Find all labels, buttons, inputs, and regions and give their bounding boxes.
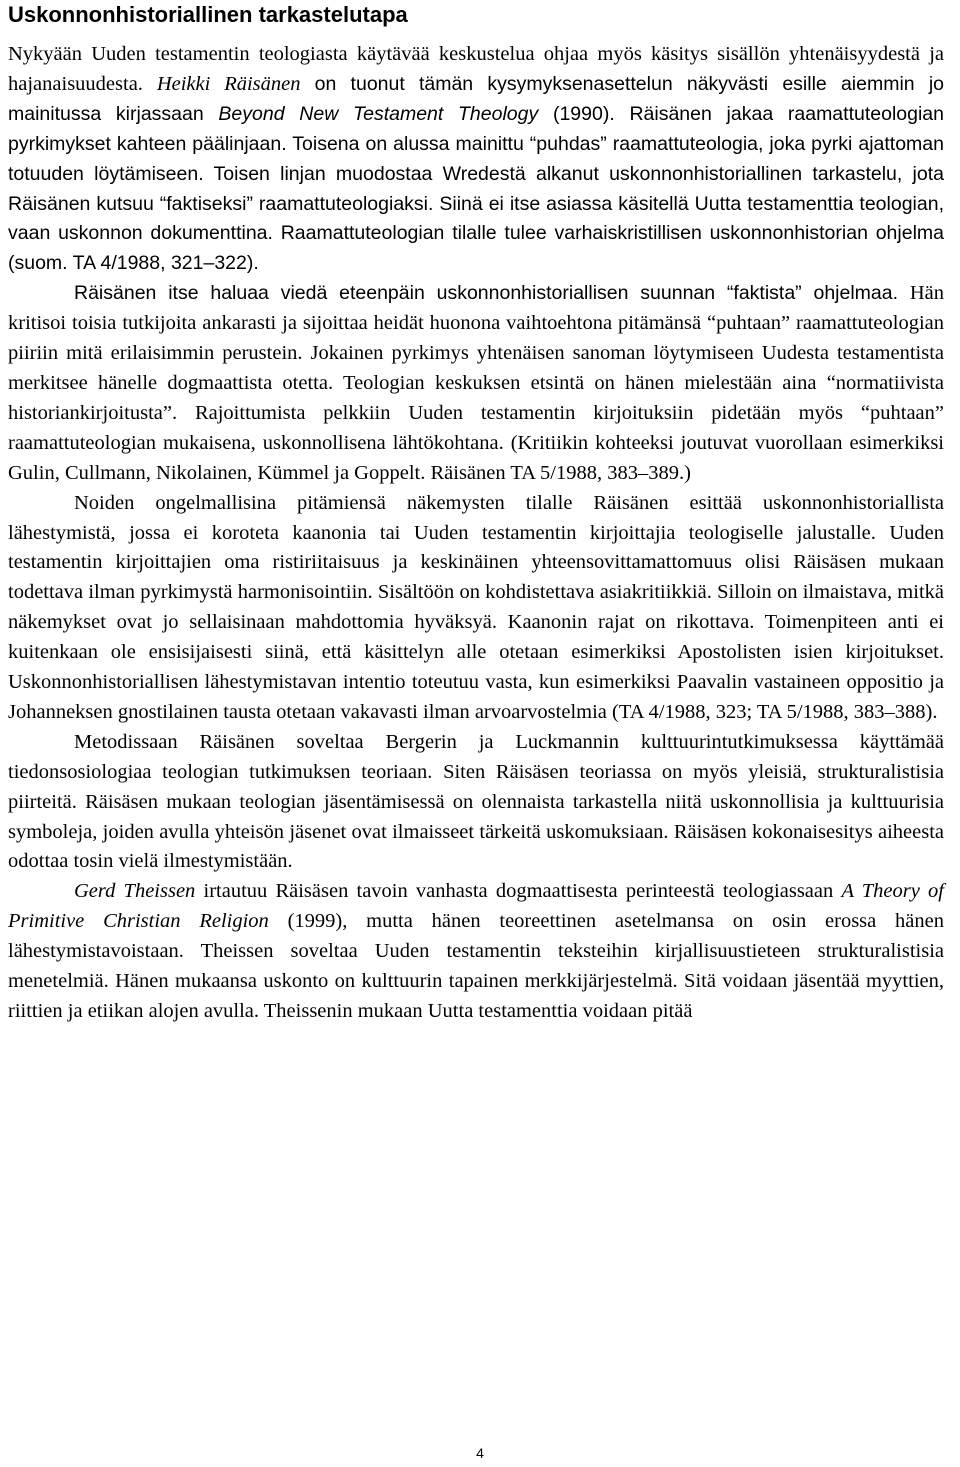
- author-name: Gerd Theissen: [74, 880, 196, 903]
- page-number: 4: [476, 1445, 484, 1461]
- paragraph: [8, 728, 944, 878]
- author-name: Heikki Räisänen: [156, 72, 301, 95]
- text-segment: (1990). Räisänen jakaa raamattuteologian pyrkimykset kahteen päälinjaan. Toisena on alussa mainittu “puhdas” raamattuteologia, joka pyrki ajattoman totuuden löytämiseen. Toisen linjan muodostaa Wredestä alkanut uskonnonhistoriallinen tarkastelu, jota Räisänen kutsuu “faktiseksi” raamattuteologiaksi. Siinä ei itse asiassa käsitellä Uutta testamenttia teologian, vaan uskonnon dokumenttina. Raamattuteologian tilalle tulee varhaiskristillisen uskonnonhistorian ohjelma (suom. TA 4/1988, 321–322).: [8, 102, 944, 275]
- book-title: A Theory of Primitive Christian Religion: [8, 880, 944, 933]
- text-segment: Theissen soveltaa Uuden testamentin teksteihin kirjallisuustieteen strukturalistisia menetelmiä. Hänen mukaansa uskonto on kulttuurin tapainen merkkijärjestelmä. Sitä voidaan jäsentää myyttien, riittien ja etiikan alojen avulla. Theissenin mukaan Uutta testamenttia voidaan pitää: [8, 940, 944, 1022]
- section-heading: Uskonnonhistoriallinen tarkastelutapa: [8, 2, 408, 27]
- paragraph: [8, 489, 944, 728]
- text-segment: Noiden ongelmallisina pitämiensä näkemysten tilalle Räisänen esittää uskonnonhistoriallista lähestymistä, jossa ei koroteta kaanonia tai Uuden testamentin kirjoittajia teologiselle jalustalle. Uuden testamentin kirjoittajien oma ristiriitaisuus ja keskinäinen yhteensovittamattomuus olisi Räisäsen mukaan todettava ilman pyrkimystä harmonisointiin. Sisältöön on kohdistettava asiakritiikkiä. Silloin on ilmaistava, mitkä näkemykset ovat jo sellaisinaan mahdottomia hyväksyä. Kaanonin rajat on rikottava. Toimenpiteen anti ei kuitenkaan ole ensisijaisesti siinä, että käsittelyn alle otetaan esimerkiksi Apostolisten isien kirjoitukset. Uskonnonhistoriallisen lähestymistavan intentio toteutuu vasta, kun esimerkiksi Paavalin vastaineen oppositio ja Johanneksen gnostilainen tausta otetaan vakavasti ilman arvoarvostelmia (TA 4/1988, 323; TA 5/1988, 383–388).: [8, 491, 944, 723]
- paragraph: [8, 40, 944, 279]
- paragraph: [8, 877, 944, 1027]
- text-segment: Metodissaan Räisänen soveltaa Bergerin ja Luckmannin kulttuurintutkimuksessa käyttämää tiedonsosiologiaa teologian tutkimuksen teoriaan. Siten Räisäsen teoriassa on myös yleisiä, strukturalistisia piirteitä. Räisäsen mukaan teologian jäsentämisessä on olennaista tarkastella niitä uskonnollisia ja kulttuurisia symboleja, joiden avulla yhteisön jäsenet ovat ilmaisseet tärkeitä uskomuksiaan. Räisäsen kokonaisesitys aiheesta odottaa tosin vielä ilmestymistään.: [8, 730, 944, 873]
- text-segment: Hän kritisoi toisia tutkijoita ankarasti ja sijoittaa heidät huonona vaihtoehtona pitämänsä “puhtaan” raamattuteologian piiriin mitä erilaisimmin perustein. Jokainen pyrkimys yhtenäisen sanoman löytymiseen Uudesta testamentista merkitsee hänelle dogmaattista otetta. Teologian keskuksen etsintä on hänen mielestään aina “normatiivista historiankirjoitusta”. Rajoittumista pelkkiin Uuden testamentin kirjoituksiin pidetään myös “puhtaan” raamattuteologian mukaisena, uskonnollisena lähtökohtana. (Kritiikin kohteeksi joutuvat vuorollaan esimerkiksi Gulin, Cullmann, Nikolainen, Kümmel ja Goppelt. Räisänen TA 5/1988, 383–389.): [8, 282, 944, 484]
- text-segment: Nykyään Uuden testamentin teologiasta käytävää keskustelua ohjaa myös käsitys sisällön yhtenäisyydestä ja hajanaisuudesta.: [8, 43, 944, 95]
- body-text: [8, 40, 944, 1027]
- text-segment: on tuonut tämän kysymyksenasettelun näkyvästi esille aiemmin jo mainitussa kirjassaan: [8, 72, 944, 125]
- book-title: Beyond New Testament Theology: [218, 102, 539, 125]
- text-segment: irtautuu Räisäsen tavoin vanhasta dogmaattisesta perinteestä teologiassaan: [195, 880, 842, 903]
- document-page: [8, 0, 944, 1027]
- text-segment: Räisänen itse haluaa viedä eteenpäin uskonnonhistoriallisen suunnan “faktista” ohjelmaa.: [74, 282, 910, 305]
- paragraph: [8, 279, 944, 488]
- text-segment: (1999), mutta hänen teoreettinen asetelmansa on osin erossa hänen lähestymistavoistaan.: [8, 910, 944, 963]
